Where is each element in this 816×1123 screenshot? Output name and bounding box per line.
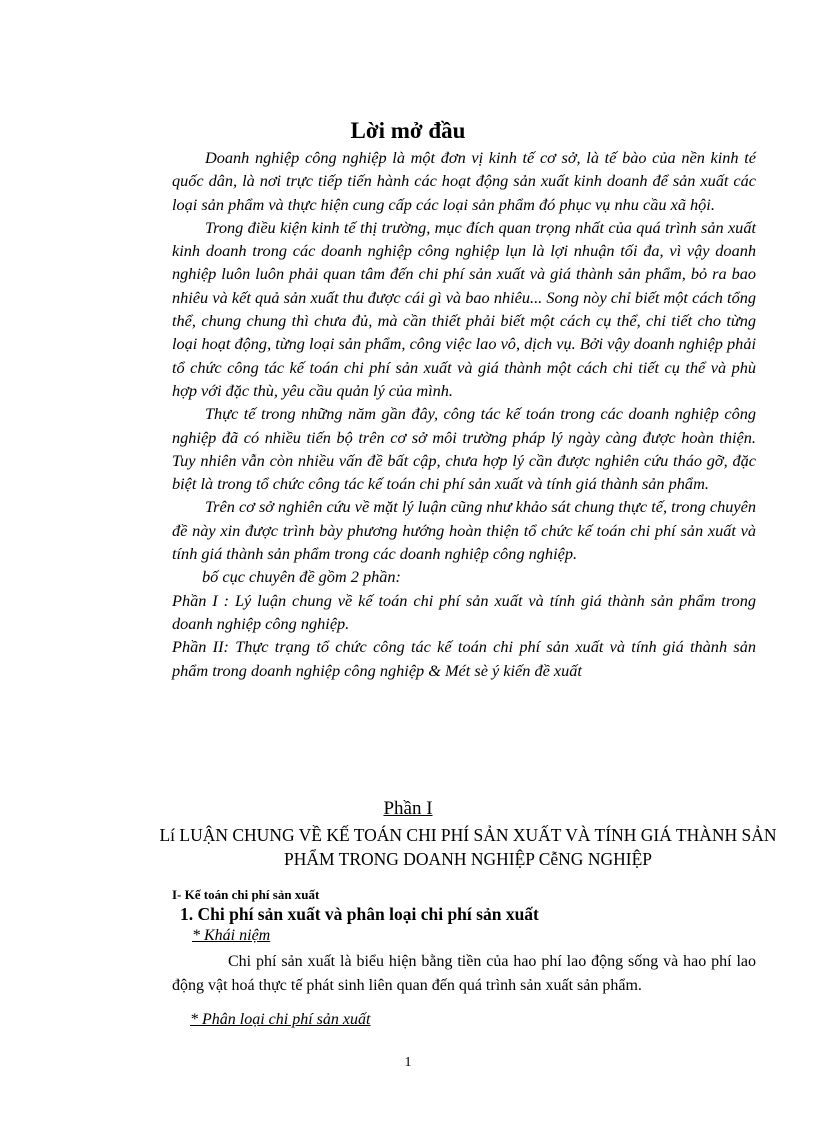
outline-intro: bố cục chuyên đề gồm 2 phần: — [202, 567, 401, 587]
classification-heading: * Phân loại chi phí sản xuất — [190, 1011, 371, 1028]
page-title: Lời mở đầu — [350, 118, 466, 143]
intro-paragraph: Trong điều kiện kinh tế thị trường, mục đích quan trọng nhất của quá trình sản xuất kinh doanh trong các doanh nghiệp công nghiệp lụn là lợi nhuận tối đa, vì vậy doanh nghiệp luôn luôn phải quan tâm đến chi phí sản xuất và giá thành sản phẩm, bỏ ra bao nhiêu và kết quả sản xuất thu được cái gì và bao nhiêu... Song nòy chỉ biết một cách tổng thể, chung chung thì chưa đủ, mà cần thiết phải biết một cách cụ thể, chi tiết cho từng loại hoạt động, từng loại sản phẩm, công việc lao vô, dịch vụ. Bởi vậy doanh nghiệp phải tổ chức công tác kế toán chi phí sản xuất và giá thành một cách chi tiết cụ thể và phù hợp với đặc thù, yêu cầu quản lý của mình. — [172, 217, 756, 400]
intro-paragraph: Doanh nghiệp công nghiệp là một đơn vị kinh tế cơ sở, là tế bào của nền kinh té quốc dân, là nơi trực tiếp tiến hành các hoạt động sản xuất kinh doanh để sản xuất các loại sản phẩm và thực hiện cung cấp các loại sản phẩm đó phục vụ nhu cầu xã hội. — [172, 148, 756, 214]
part-list-item: Phần I : Lý luận chung về kế toán chi phí sản xuất và tính giá thành sản phẩm trong doanh nghiệp công nghiệp. — [172, 590, 756, 633]
part-subheading: Lí LUẬN CHUNG VỀ KẾ TOÁN CHI PHÍ SẢN XUẤT VÀ TÍNH GIÁ THÀNH SẢN PHẨM TRONG DOANH NGHIỆP CễNG NGHIỆP — [159, 825, 777, 869]
page-number: 1 — [404, 1055, 412, 1070]
concept-heading: * Khái niệm — [192, 927, 271, 944]
intro-section — [172, 146, 756, 682]
intro-paragraph: Trên cơ sở nghiên cứu về mặt lý luận cũng như khảo sát chung thực tế, trong chuyên đề này xin được trình bày phương hướng hoàn thiện tổ chức kế toán chi phí sản xuất và tính giá thành sản phẩm trong các doanh nghiệp công nghiệp. — [172, 497, 756, 564]
concept-paragraph: Chi phí sản xuất là biểu hiện bằng tiền của hao phí lao động sống và hao phí lao động vật hoá thực tế phát sinh liên quan đến quá trình sản xuất sản phẩm. — [172, 953, 756, 994]
part-heading: Phần I — [383, 798, 433, 819]
section-heading: I- Kế toán chi phí sản xuất — [172, 887, 320, 902]
part-list-item: Phần II: Thực trạng tổ chức công tác kế toán chi phí sản xuất và tính giá thành sản phẩm trong doanh nghiệp công nghiệp & Mét sè ý kiến đề xuất — [172, 637, 756, 680]
subsection-heading: 1. Chi phí sản xuất và phân loại chi phí sản xuất — [180, 904, 539, 924]
intro-paragraph: Thực tế trong những năm gần đây, công tác kế toán trong các doanh nghiệp công nghiệp đã có nhiều tiến bộ trên cơ sở môi trường pháp lý ngày càng được hoàn thiện. Tuy nhiên vẫn còn nhiều vấn đề bất cập, chưa hợp lý cần được nghiên cứu tháo gỡ, đặc biệt là trong tổ chức công tác kế toán chi phí sản xuất và tính giá thành sản phẩm. — [172, 404, 756, 494]
